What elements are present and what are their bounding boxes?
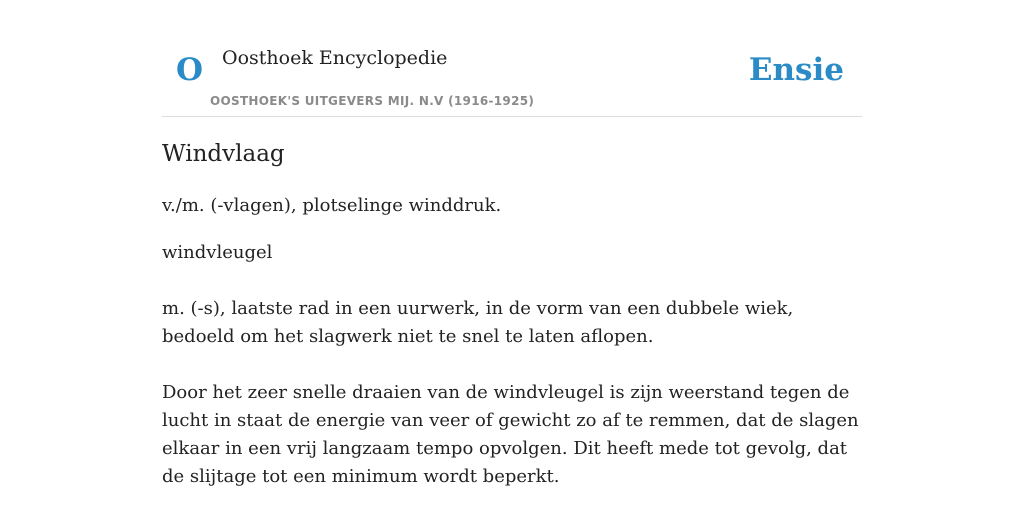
subentry-explanation: Door het zeer snelle draaien van de windvleugel is zijn weerstand tegen de lucht in staat de energie van veer of gewicht zo af te remmen, dat de slagen elkaar in een vrij langzaam tempo opvolgen. Dit heeft mede tot gevolg, dat de slijtage tot een minimum wordt beperkt. [162, 382, 859, 487]
encyclopedia-title-link[interactable]: Oosthoek Encyclopedie [222, 47, 448, 69]
encyclopedia-header [162, 0, 862, 117]
entry-title: Windvlaag [162, 141, 285, 167]
page [162, 0, 862, 512]
entry-definition: v./m. (-vlagen), plotselinge winddruk. [162, 195, 502, 216]
subentry-definition: m. (-s), laatste rad in een uurwerk, in de vorm van een dubbele wiek, bedoeld om het slagwerk niet te snel te laten aflopen. [162, 298, 794, 347]
encyclopedia-logo[interactable]: O [176, 52, 204, 88]
subentry-headword: windvleugel [162, 242, 273, 263]
publisher-label: OOSTHOEK'S UITGEVERS MIJ. N.V (1916-1925) [210, 94, 535, 108]
ensie-brand-logo[interactable]: Ensie [748, 52, 844, 88]
